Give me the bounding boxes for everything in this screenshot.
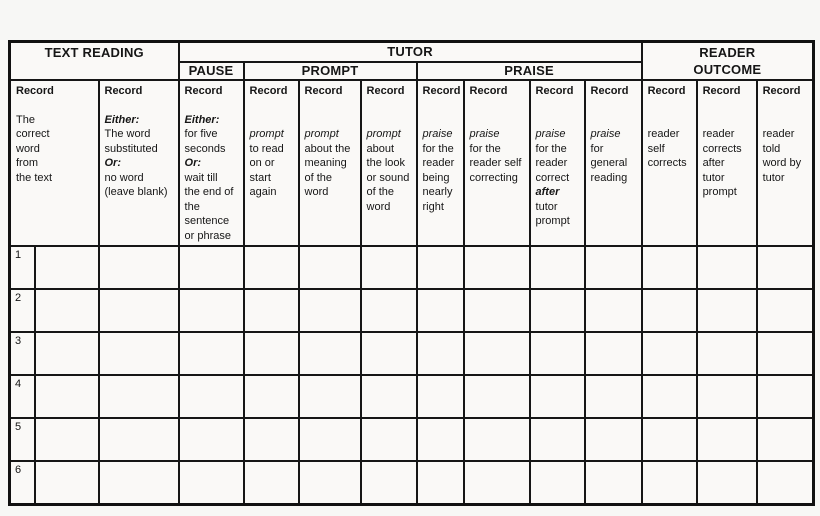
grid-cell[interactable] (530, 246, 585, 289)
record-description-line: tutor (762, 171, 785, 184)
record-description-line: prompt (535, 215, 570, 227)
record-description-line: meaning (304, 157, 347, 169)
record-description-line: after (535, 186, 560, 198)
record-cell-reader-outcome-13 (757, 80, 814, 247)
grid-cell[interactable] (757, 289, 814, 332)
record-label: Record (304, 84, 343, 97)
record-description-line: no word (104, 171, 144, 184)
record-description-line: prompt (304, 128, 339, 140)
record-description-line: reader (762, 128, 795, 140)
record-description-line: Or: (184, 157, 202, 169)
record-cell-pause-3 (179, 80, 244, 247)
grid-cell[interactable] (585, 418, 642, 461)
record-description-line: the text (16, 171, 53, 184)
record-description-line: of the (366, 186, 395, 198)
grid-cell[interactable] (417, 375, 464, 418)
grid-cell[interactable] (99, 461, 179, 504)
grid-cell[interactable] (642, 332, 697, 375)
grid-cell[interactable] (585, 375, 642, 418)
row-number: 2 (10, 289, 35, 332)
record-description-line: or sound (366, 171, 410, 184)
grid-cell[interactable] (757, 332, 814, 375)
grid-cell[interactable] (697, 418, 757, 461)
grid-cell[interactable] (99, 418, 179, 461)
grid-cell[interactable] (299, 246, 361, 289)
record-description-line: start (249, 171, 271, 184)
grid-cell[interactable] (179, 375, 244, 418)
grid-cell[interactable] (464, 375, 530, 418)
record-description-line: seconds (184, 142, 226, 155)
grid-cell[interactable] (179, 461, 244, 504)
record-description-line: of the (304, 171, 333, 184)
record-description-line: on or (249, 157, 275, 169)
record-cell-praise-7 (417, 80, 464, 247)
record-cell-reader-outcome-11 (642, 80, 697, 247)
record-label: Record (762, 84, 801, 97)
record-description-line: reader (647, 128, 680, 140)
table-row (10, 289, 814, 332)
table-row (10, 461, 814, 504)
record-label: Record (469, 84, 508, 97)
grid-cell[interactable] (642, 418, 697, 461)
header-row-groups (10, 42, 814, 62)
grid-cell[interactable] (585, 332, 642, 375)
grid-cell[interactable] (299, 289, 361, 332)
header-praise: PRAISE (417, 62, 642, 80)
record-cell-praise-9 (530, 80, 585, 247)
header-reader-outcome-line1: READER (699, 44, 756, 60)
record-description-line: the look (366, 157, 406, 169)
record-description-line: or phrase (184, 229, 231, 242)
record-description-line: prompt (702, 186, 737, 198)
grid-cell[interactable] (99, 289, 179, 332)
grid-cell[interactable] (464, 332, 530, 375)
record-description-line: word (304, 186, 329, 198)
record-cell-prompt-6 (361, 80, 417, 247)
record-label: Record (16, 84, 54, 97)
record-description-line: from (16, 157, 38, 169)
record-row (10, 80, 814, 247)
row-number: 6 (10, 461, 35, 504)
record-description-line: for five (184, 128, 218, 140)
grid-cell[interactable] (299, 418, 361, 461)
header-pause: PAUSE (179, 62, 244, 80)
record-cell-praise-8 (464, 80, 530, 247)
record-description-line: praise (422, 128, 453, 140)
record-label: Record (647, 84, 686, 97)
grid-cell[interactable] (417, 289, 464, 332)
row-number: 3 (10, 332, 35, 375)
header-reader-outcome-line2: OUTCOME (693, 61, 762, 77)
record-description-line: for the (469, 142, 501, 155)
grid-cell[interactable] (697, 375, 757, 418)
row-number: 5 (10, 418, 35, 461)
record-description-line: word (366, 200, 391, 213)
record-description-line: reader (702, 128, 735, 140)
record-cell-prompt-5 (299, 80, 361, 247)
record-description-line: for the (422, 142, 454, 155)
grid-cell[interactable] (35, 418, 99, 461)
grid-cell[interactable] (585, 289, 642, 332)
record-description-line: reader (535, 157, 568, 169)
record-cell-text-reading-1 (10, 80, 99, 247)
row-number: 4 (10, 375, 35, 418)
record-description-line: corrects (647, 157, 687, 169)
record-cell-praise-10 (585, 80, 642, 247)
record-description-line: word by (762, 157, 802, 169)
record-description-line: reader self (469, 157, 522, 169)
record-description-line: again (249, 186, 277, 198)
header-section (10, 42, 814, 247)
grid-cell[interactable] (35, 246, 99, 289)
record-description-line: (leave blank) (104, 186, 168, 198)
record-description-line: to read (249, 142, 284, 155)
grid-cell[interactable] (697, 461, 757, 504)
table-row (10, 418, 814, 461)
grid-cell[interactable] (244, 418, 299, 461)
grid-cell[interactable] (464, 246, 530, 289)
record-label: Record (366, 84, 405, 97)
grid-cell[interactable] (530, 418, 585, 461)
record-description-line: nearly (422, 186, 453, 198)
data-rows (10, 246, 814, 504)
grid-cell[interactable] (244, 289, 299, 332)
record-description-line: Or: (104, 157, 121, 169)
header-reader-outcome (642, 42, 814, 80)
record-description-line: praise (469, 128, 500, 140)
grid-cell[interactable] (530, 461, 585, 504)
grid-cell[interactable] (642, 461, 697, 504)
row-number: 1 (10, 246, 35, 289)
record-cell-text-reading-2 (99, 80, 179, 247)
grid-cell[interactable] (464, 461, 530, 504)
grid-cell[interactable] (299, 332, 361, 375)
grid-cell[interactable] (757, 246, 814, 289)
grid-cell[interactable] (35, 289, 99, 332)
record-description-line: the (184, 200, 200, 213)
grid-cell[interactable] (585, 461, 642, 504)
grid-cell[interactable] (244, 461, 299, 504)
record-description-line: praise (590, 128, 621, 140)
record-description-line: prompt (249, 128, 284, 140)
grid-cell[interactable] (757, 418, 814, 461)
record-label: Record (104, 84, 143, 97)
record-description-line: after (702, 157, 725, 169)
record-label: Record (184, 84, 223, 97)
grid-cell[interactable] (464, 289, 530, 332)
record-cell-reader-outcome-12 (697, 80, 757, 247)
grid-cell[interactable] (417, 246, 464, 289)
grid-cell[interactable] (361, 461, 417, 504)
grid-cell[interactable] (530, 332, 585, 375)
record-description-line: for (590, 142, 604, 155)
record-description-line: The word (104, 128, 151, 140)
record-description-line: reader (422, 157, 455, 169)
record-description-line: the end of (184, 186, 234, 198)
grid-cell[interactable] (361, 332, 417, 375)
grid-cell[interactable] (642, 246, 697, 289)
grid-cell[interactable] (244, 375, 299, 418)
grid-cell[interactable] (757, 461, 814, 504)
record-description-line: praise (535, 128, 566, 140)
grid-cell[interactable] (99, 332, 179, 375)
record-description-line: Either: (104, 113, 140, 126)
record-label: Record (249, 84, 288, 97)
record-description-line: word (16, 142, 40, 155)
grid-cell[interactable] (244, 332, 299, 375)
record-description-line: tutor (702, 171, 725, 184)
header-text-reading: TEXT READING (10, 42, 179, 80)
tutoring-record-sheet (8, 40, 815, 506)
grid-cell[interactable] (530, 289, 585, 332)
grid-cell[interactable] (585, 246, 642, 289)
grid-cell[interactable] (417, 418, 464, 461)
grid-cell[interactable] (697, 332, 757, 375)
grid-cell[interactable] (179, 418, 244, 461)
grid-cell[interactable] (361, 418, 417, 461)
record-description-line: for the (535, 142, 567, 155)
grid-cell[interactable] (417, 332, 464, 375)
record-description-line: tutor (535, 200, 558, 213)
grid-cell[interactable] (642, 289, 697, 332)
grid-cell[interactable] (299, 461, 361, 504)
grid-cell[interactable] (35, 332, 99, 375)
grid-cell[interactable] (179, 289, 244, 332)
record-label: Record (422, 84, 461, 97)
grid-cell[interactable] (35, 461, 99, 504)
table-row (10, 332, 814, 375)
record-description-line: being (422, 171, 450, 184)
grid-cell[interactable] (757, 375, 814, 418)
grid-cell[interactable] (464, 418, 530, 461)
grid-cell[interactable] (35, 375, 99, 418)
record-description-line: correct (535, 171, 570, 184)
record-label: Record (590, 84, 629, 97)
grid-cell[interactable] (361, 375, 417, 418)
record-description-line: prompt (366, 128, 401, 140)
record-description-line: Either: (184, 113, 220, 126)
record-description-line: reading (590, 171, 628, 184)
grid-cell[interactable] (179, 246, 244, 289)
record-cell-prompt-4 (244, 80, 299, 247)
record-description-line: about the (304, 142, 351, 155)
record-description-line: corrects (702, 142, 742, 155)
record-description-line: told (762, 142, 781, 155)
record-description-line: wait till (184, 171, 218, 184)
record-description-line: general (590, 157, 628, 169)
grid-cell[interactable] (417, 461, 464, 504)
record-label: Record (535, 84, 574, 97)
record-description-line: sentence (184, 215, 230, 227)
record-description-line: correct (16, 128, 50, 140)
grid-cell[interactable] (99, 375, 179, 418)
grid-cell[interactable] (299, 375, 361, 418)
grid-cell[interactable] (361, 246, 417, 289)
grid-cell[interactable] (99, 246, 179, 289)
record-description-line: The (16, 113, 35, 126)
grid-cell[interactable] (361, 289, 417, 332)
grid-cell[interactable] (530, 375, 585, 418)
grid-cell[interactable] (697, 246, 757, 289)
table-row (10, 375, 814, 418)
record-description-line: about (366, 142, 395, 155)
header-tutor: TUTOR (179, 42, 642, 62)
record-table (8, 40, 815, 506)
record-description-line: correcting (469, 171, 518, 184)
header-prompt: PROMPT (244, 62, 417, 80)
record-label: Record (702, 84, 741, 97)
table-row (10, 246, 814, 289)
record-description-line: right (422, 200, 444, 213)
record-description-line: substituted (104, 142, 158, 155)
grid-cell[interactable] (179, 332, 244, 375)
grid-cell[interactable] (697, 289, 757, 332)
grid-cell[interactable] (642, 375, 697, 418)
record-description-line: self (647, 142, 665, 155)
grid-cell[interactable] (244, 246, 299, 289)
